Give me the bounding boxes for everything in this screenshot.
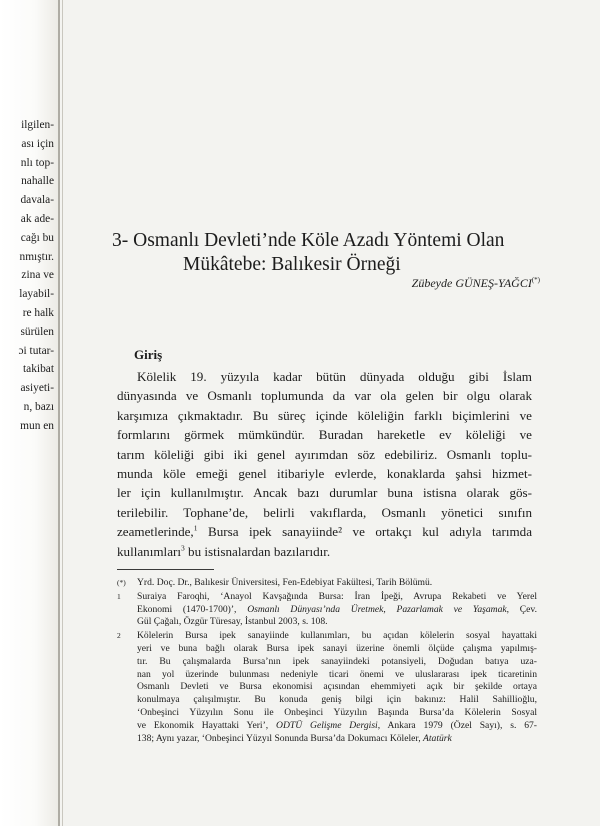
- footnote-text: yeri ve buna bağlı olarak Bursa ipek sanayi üzerine önemli ölçüde çalışma yapılmış-: [137, 642, 537, 654]
- footnote-italic-text: Atatürk: [423, 732, 452, 744]
- footnote-reference: 1: [193, 523, 198, 533]
- left-page-fragment: n, bazı: [23, 400, 54, 413]
- footnote-line: [137, 604, 537, 617]
- footnote-text: Yrd. Doç. Dr., Balıkesir Üniversitesi, Fen-Edebiyat Fakültesi, Tarih Bölümü.: [137, 577, 433, 588]
- footnote-line: [137, 577, 537, 590]
- left-page-fragment: nlı top-: [20, 156, 54, 169]
- paragraph-line-text: formlarını görmek mümkündür. Buradan hareketle ev köleliği ve: [117, 427, 532, 443]
- left-page-fragment: layabil-: [19, 288, 54, 301]
- footnote-text: Gül Çağalı, Özgür Türesay, İstanbul 2003, s. 108.: [137, 616, 328, 628]
- footnotes: [117, 577, 537, 746]
- left-page-fragment: re halk: [22, 306, 54, 319]
- paragraph-line-text: munda köle emeği genel itibariyle evlerde, konaklarda şahsi hizmet-: [117, 465, 532, 481]
- left-page-fragment: zina ve: [21, 269, 54, 282]
- footnote-line: [137, 669, 537, 682]
- footnote-italic-text: Osmanlı Dünyası’nda Üretmek, Pazarlamak ve Yaşamak: [247, 603, 507, 615]
- author-name-text: Zübeyde GÜNEŞ-YAĞCI: [411, 276, 532, 290]
- paragraph-line-text: Kölelik 19. yüzyıla kadar bütün dünyada olduğu gibi İslam: [137, 369, 532, 384]
- paragraph-line: [117, 542, 532, 561]
- author-name: [360, 276, 540, 291]
- paragraph-line-text: tarım köleliği gibi iki genel ayırımdan söz edebiliriz. Osmanlı toplu-: [117, 446, 532, 462]
- footnote-line: [137, 720, 537, 733]
- left-page-fragment: takibat: [23, 363, 54, 376]
- paragraph-line: [117, 425, 532, 444]
- left-page-fragment: ak ade-: [20, 212, 54, 225]
- footnote-text: ‘Onbeşinci Yüzyılın Sonu ile Onbeşinci Yüzyılın Başında Bursa’da Kölelerin Sosyal: [137, 706, 537, 718]
- paragraph-line-text: zeametlerinde,: [117, 524, 194, 540]
- footnote-text: Suraiya Faroqhi, ‘Anayol Kavşağında Bursa: İran İpeği, Avrupa Rekabeti ve Yerel: [137, 590, 537, 602]
- footnote: [117, 630, 537, 745]
- section-heading: Giriş: [134, 347, 163, 362]
- paragraph-line: [117, 522, 532, 541]
- footnote-text: Osmanlı Devleti ve Bursa ekonomisi açısından ehemmiyeti açık bir şekilde ortaya: [137, 681, 537, 693]
- left-page-fragment: sürülen: [20, 325, 54, 338]
- paragraph-line-text: bu istisnalardan bazılarıdır.: [184, 543, 331, 559]
- paragraph-line-text: Bursa ipek sanayiinde² ve ortakçı kul adıyla tarımda: [197, 524, 532, 540]
- left-page-fragment: davala-: [20, 194, 54, 207]
- footnote-text: 138; Aynı yazar, ‘Onbeşinci Yüzyıl Sonunda Bursa’da Dokumacı Köleler,: [137, 732, 424, 744]
- left-page-fragment: mun en: [20, 419, 54, 432]
- footnote: [117, 577, 537, 590]
- paragraph-line-text: karşımıza çıkmaktadır. Bu süreç içinde köleliğin farklı biçimlerini ve: [117, 407, 532, 423]
- footnote-line: [137, 656, 537, 669]
- footnote: [117, 591, 537, 629]
- footnote-separator: [117, 569, 214, 570]
- paragraph-line-text: terilebilir. Tophane’de, belirli vakıflarda, Osmanlı yönetici sınıfın: [117, 504, 532, 520]
- footnote-line: [137, 630, 537, 643]
- paragraph-line: [117, 406, 532, 425]
- paragraph-line: [117, 386, 532, 405]
- left-page-fragment: ası için: [21, 137, 54, 150]
- footnote-line: [137, 591, 537, 604]
- footnote-line: [137, 707, 537, 720]
- left-page-fragment: asiyeti-: [20, 382, 54, 395]
- chapter-title-line-2: Mükâtebe: Balıkesir Örneği: [183, 254, 401, 275]
- left-page-text-fragments: [0, 116, 54, 436]
- footnote-line: [137, 733, 537, 746]
- footnote-line: [137, 681, 537, 694]
- footnote-text: ve Ekonomik Hayattaki Yeri’,: [137, 719, 277, 731]
- footnote-text: Kölelerin Bursa ipek sanayiinde kullanımları, bu açıdan kölelerin sosyal hayattaki: [137, 630, 537, 642]
- footnote-text: , Çev.: [506, 603, 537, 615]
- left-page-fragment: ilgilen-: [21, 119, 54, 131]
- footnote-italic-text: ODTÜ Gelişme Dergisi: [276, 719, 378, 731]
- chapter-title-line-1: 3- Osmanlı Devleti’nde Köle Azadı Yöntemi Olan: [112, 230, 505, 251]
- footnote-text: tır. Bu çalışmalarda Bursa’nın ipek sanayiindeki potansiyeli, Doğudan batıya uza-: [137, 655, 537, 667]
- footnote-number: (*): [117, 578, 126, 587]
- paragraph-line-text: dünyasında ve Osmanlı toplumunda da var ola gelen bir olgu olarak: [117, 388, 532, 404]
- left-page-fragment: nmıştır.: [19, 250, 54, 263]
- footnote-text: nan yol üzerinde bulunması nedeniyle ticari önemi ve uluslararası ipek ticaretinin: [137, 668, 537, 680]
- footnote-number: 1: [117, 591, 121, 601]
- footnote-line: [137, 616, 537, 629]
- book-spine-shadow: [58, 0, 60, 826]
- footnote-line: [137, 694, 537, 707]
- footnote-line: [137, 643, 537, 656]
- footnote-number: 2: [117, 631, 121, 641]
- footnote-text: , Ankara 1979 (Özel Sayı), s. 67-: [377, 719, 537, 731]
- left-page-fragment: ɔi tutar-: [18, 344, 54, 357]
- footnote-text: konulmaya çalışılmıştır. Bu konuda geniş bilgi için bakınız: Halil Sahillioğlu,: [137, 694, 537, 706]
- paragraph-line-text: kullanımları: [117, 543, 181, 559]
- left-page-fragment: nahalle: [21, 175, 54, 188]
- paragraph-line: [117, 483, 532, 502]
- author-footnote-mark: (*): [531, 276, 540, 284]
- paragraph-line: [117, 445, 532, 464]
- footnote-reference: 3: [181, 543, 185, 553]
- paragraph-line-text: ler için kullanılmıştır. Ancak bazı durumlar buna istisna olarak gös-: [117, 485, 532, 501]
- footnote-text: Ekonomi (1470-1700)’,: [137, 603, 248, 615]
- paragraph-line: [117, 464, 532, 483]
- left-page-fragment: cağı bu: [20, 231, 54, 244]
- chapter-title: [112, 229, 532, 277]
- paragraph-line: [117, 367, 532, 386]
- body-paragraph: [117, 367, 532, 561]
- paragraph-line: [117, 503, 532, 522]
